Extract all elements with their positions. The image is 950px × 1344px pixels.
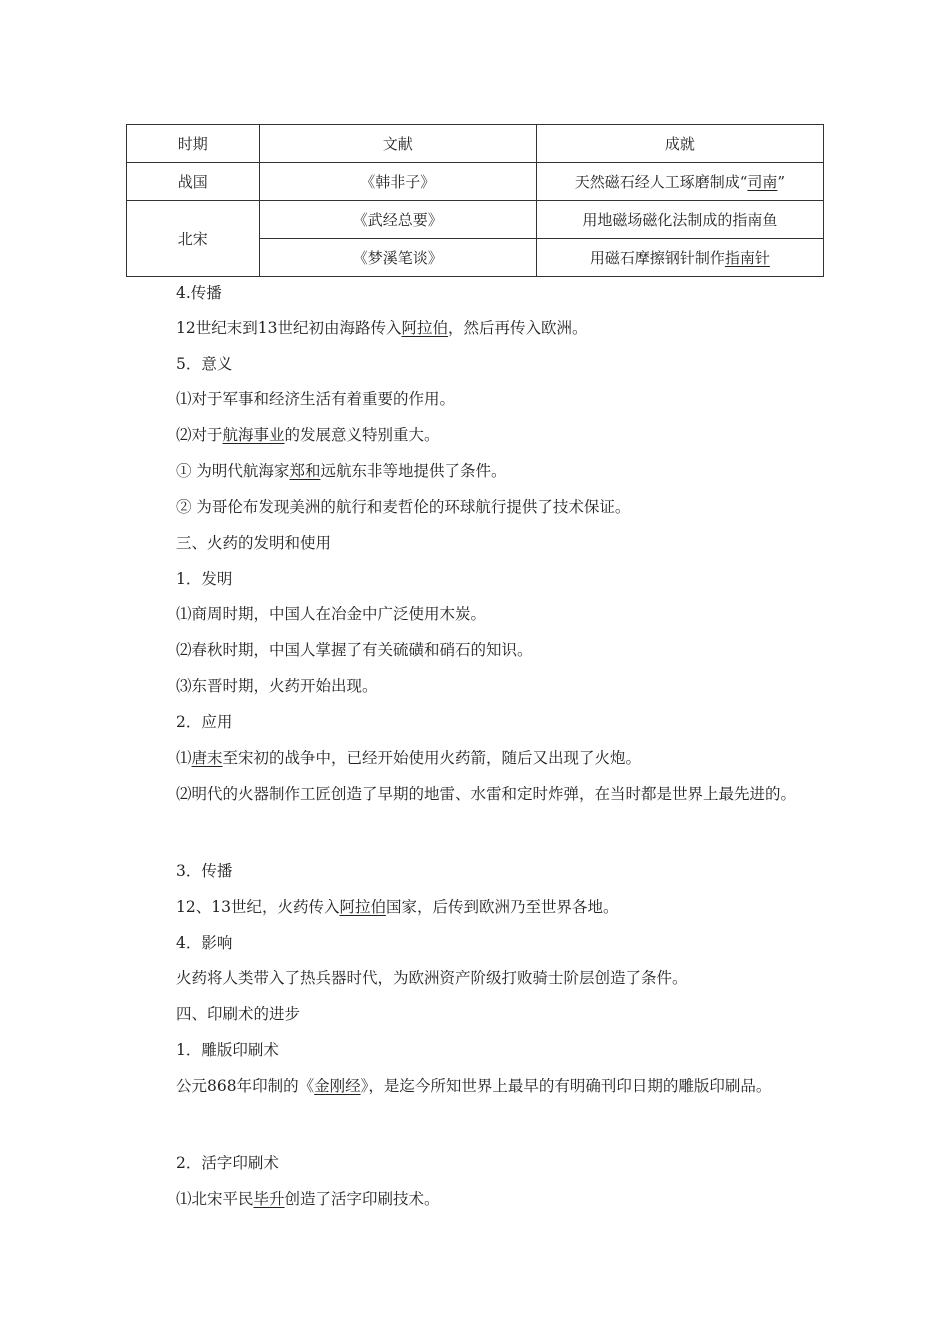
section-heading: 5．意义 <box>176 355 233 373</box>
text-run: 》，是迄今所知世界上最早的有明确刊印日期的雕版印刷品。 <box>360 1077 772 1095</box>
text-run: 12、13世纪，火药传入 <box>176 898 340 916</box>
paragraph <box>145 748 815 768</box>
paragraph <box>145 1189 815 1209</box>
table-row <box>127 201 824 239</box>
table-header-cell: 文献 <box>259 125 536 163</box>
underlined-term: 唐末 <box>191 749 223 767</box>
paragraph <box>145 461 815 481</box>
paragraph: 火药将人类带入了热兵器时代，为欧洲资产阶级打败骑士阶层创造了条件。 <box>176 969 688 987</box>
underlined-term: 郑和 <box>289 462 321 480</box>
text-run: ⑴北宋平民 <box>176 1190 254 1208</box>
section-heading: 4.传播 <box>176 284 222 302</box>
section-heading: 3．传播 <box>176 862 233 880</box>
text-run: 远航东非等地提供了条件。 <box>320 462 507 480</box>
paragraph: ⑵春秋时期，中国人掌握了有关硫磺和硝石的知识。 <box>176 641 533 659</box>
underlined-term: 金刚经 <box>314 1077 361 1095</box>
underlined-term: 阿拉伯 <box>339 898 386 916</box>
table-cell-period: 战国 <box>127 163 260 201</box>
text-run: 用磁石摩擦钢针制作 <box>589 248 725 267</box>
underlined-term: 阿拉伯 <box>401 319 448 337</box>
underlined-term: 司南 <box>747 172 778 191</box>
paragraph <box>145 1068 815 1104</box>
section-heading: 三、火药的发明和使用 <box>176 534 332 552</box>
text-run: ，然后再传入欧洲。 <box>447 319 588 337</box>
text-run: 至宋初的战争中，已经开始使用火药箭，随后又出现了火炮。 <box>222 749 642 767</box>
table-cell-achievement <box>536 239 823 277</box>
section-heading: 2．活字印刷术 <box>176 1154 279 1172</box>
section-heading: 1．发明 <box>176 570 233 588</box>
text-run: 国家，后传到欧洲乃至世界各地。 <box>385 898 619 916</box>
section-heading: 1．雕版印刷术 <box>176 1041 279 1059</box>
paragraph <box>145 897 815 917</box>
paragraph <box>145 318 815 338</box>
text-run: 公元868年印制的《 <box>176 1077 315 1095</box>
table-cell-document: 《武经总要》 <box>259 201 536 239</box>
text-run: 创造了活字印刷技术。 <box>284 1190 440 1208</box>
paragraph: ⑴对于军事和经济生活有着重要的作用。 <box>176 390 456 408</box>
underlined-term: 毕升 <box>253 1190 285 1208</box>
text-run: ① 为明代航海家 <box>176 462 290 480</box>
compass-history-table <box>126 124 824 277</box>
paragraph: ⑵明代的火器制作工匠创造了早期的地雷、水雷和定时炸弹，在当时都是世界上最先进的。 <box>176 785 797 803</box>
text-run: ⑵对于 <box>176 426 223 444</box>
underlined-term: 航海事业 <box>222 426 285 444</box>
section-heading: 4．影响 <box>176 934 233 952</box>
paragraph: ⑴商周时期，中国人在冶金中广泛使用木炭。 <box>176 605 487 623</box>
section-heading: 四、印刷术的进步 <box>176 1005 301 1023</box>
text-run: ⑴ <box>176 749 192 767</box>
table-header-row <box>127 125 824 163</box>
section-heading: 2．应用 <box>176 713 233 731</box>
table-cell-document: 《梦溪笔谈》 <box>259 239 536 277</box>
paragraph <box>145 425 815 445</box>
text-run: 天然磁石经人工琢磨制成“ <box>574 172 748 191</box>
paragraph: ⑶东晋时期，火药开始出现。 <box>176 677 378 695</box>
paragraph: ② 为哥伦布发现美洲的航行和麦哲伦的环球航行提供了技术保证。 <box>176 498 631 516</box>
table-row <box>127 163 824 201</box>
table-header-cell: 时期 <box>127 125 260 163</box>
table-cell-period: 北宋 <box>127 201 260 277</box>
table-header-cell: 成就 <box>536 125 823 163</box>
text-run: 的发展意义特别重大。 <box>284 426 440 444</box>
underlined-term: 指南针 <box>724 248 770 267</box>
text-run: 12世纪末到13世纪初由海路传入 <box>176 319 402 337</box>
table-cell-document: 《韩非子》 <box>259 163 536 201</box>
table-cell-achievement: 用地磁场磁化法制成的指南鱼 <box>536 201 823 239</box>
text-run: ” <box>777 172 786 191</box>
table-cell-achievement <box>536 163 823 201</box>
